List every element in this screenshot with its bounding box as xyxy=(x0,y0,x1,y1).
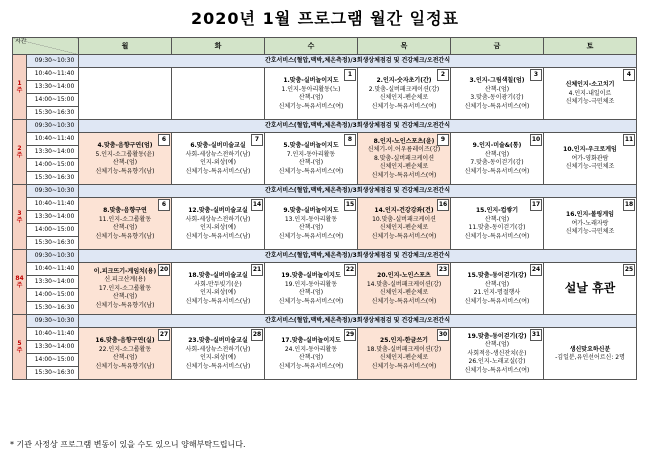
program-cell xyxy=(544,263,637,315)
program-cell xyxy=(265,198,358,250)
program-line: 4.인지-내일이르 xyxy=(568,89,612,97)
program-line: 신체기능-특유서비스(여) xyxy=(278,297,344,305)
footnote: * 기관 사정상 프로그램 변동이 있을 수도 있으니 양해부탁드립니다. xyxy=(10,440,246,449)
program-line: 신체기능-특유서비스(여) xyxy=(278,362,344,370)
program-line: 사회-세상뉴스전하기(남) xyxy=(185,215,251,223)
date-number: 16 xyxy=(437,199,449,211)
program-line: 인지-외상(예) xyxy=(200,159,236,166)
program-cell xyxy=(172,328,265,380)
time-slot: 14:00~15:00 xyxy=(27,224,79,237)
program-cell xyxy=(358,328,451,380)
date-number: 22 xyxy=(344,264,356,276)
program-line: 여가-영화관람 xyxy=(571,154,609,162)
program-line: 사회적응-생신잔치(운) xyxy=(467,349,527,357)
program-line: 신체기능-특유서비스(여) xyxy=(464,366,530,374)
date-number: 8 xyxy=(344,134,356,146)
date-number: 20 xyxy=(158,264,170,276)
date-number: 6 xyxy=(158,199,170,211)
program-line: 신체인지-소고치기 xyxy=(565,81,615,89)
program-line: 산책-(엄) xyxy=(484,150,510,158)
program-cell xyxy=(265,263,358,315)
date-number: 17 xyxy=(530,199,542,211)
program-cell xyxy=(451,198,544,250)
program-line: 산책-(엄) xyxy=(298,159,324,166)
program-line: 설날 휴관 xyxy=(564,281,616,295)
time-slot: 10:40~11:40 xyxy=(27,133,79,146)
date-number: 15 xyxy=(344,199,356,211)
morning-service-band: 간호서비스(혈압,맥박,체온측정)/3회생상체점검 및 건강체크/오전간식 xyxy=(79,120,637,133)
program-line: 9.맞춤-실버놀이지도 xyxy=(283,207,339,214)
program-line: 생신맞요하신분 xyxy=(569,345,611,353)
date-number: 4 xyxy=(623,69,635,81)
date-number: 21 xyxy=(251,264,263,276)
time-slot: 15:30~16:30 xyxy=(27,172,79,185)
program-cell xyxy=(451,133,544,185)
program-line: 산책-(엄) xyxy=(112,224,138,231)
program-cell xyxy=(265,133,358,185)
date-number: 27 xyxy=(158,329,170,341)
program-line: 20.인지-노인스포츠 xyxy=(377,272,431,279)
program-line: 여가-노래자랑 xyxy=(571,219,609,227)
program-line: 신체기능-특유서비스(여) xyxy=(371,102,437,110)
week-label: 1 주 xyxy=(13,55,27,120)
schedule-table xyxy=(12,37,637,380)
date-number: 10 xyxy=(530,134,542,146)
time-slot: 09:30~10:30 xyxy=(27,55,79,68)
time-slot: 10:40~11:40 xyxy=(27,198,79,211)
program-line: 인지-외상(예) xyxy=(200,289,236,296)
morning-service-band: 간호서비스(혈압,맥박,체온측정)/3회생상체점검 및 건강체크/오전간식 xyxy=(79,185,637,198)
time-slot: 09:30~10:30 xyxy=(27,250,79,263)
program-cell xyxy=(544,328,637,380)
program-line: 사회-세상뉴스전하기(남) xyxy=(185,150,251,158)
program-cell xyxy=(265,68,358,120)
program-line: 1.인지-동아리활동(노) xyxy=(281,85,341,93)
program-line: 신체기능-극민체조 xyxy=(565,228,615,236)
program-line: 신체인지-펜순체로 xyxy=(379,289,429,296)
date-number: 3 xyxy=(530,69,542,81)
time-slot: 10:40~11:40 xyxy=(27,263,79,276)
date-number: 9 xyxy=(437,134,449,146)
program-line: 19.인지-동아리활동 xyxy=(284,280,338,288)
program-line: 신체기능-특유서비스(여) xyxy=(278,232,344,240)
program-line: 6.맞춤-실버미술교실 xyxy=(190,142,246,149)
program-line: 사회-만두빚기(운) xyxy=(194,280,242,288)
date-number: 2 xyxy=(437,69,449,81)
program-line: 이.피크뜨기-게임치(용) xyxy=(93,267,157,275)
program-cell xyxy=(79,133,172,185)
time-slot: 09:30~10:30 xyxy=(27,120,79,133)
program-line: 산책-(엄) xyxy=(298,224,324,231)
program-line: 3.인지-그림색칠(엄) xyxy=(469,77,525,84)
date-number: 7 xyxy=(251,134,263,146)
time-slot: 13:30~14:00 xyxy=(27,81,79,94)
program-line: 신체기능-특유향기(남) xyxy=(95,301,155,309)
program-line: 21.인지-명절행사 xyxy=(473,289,521,296)
program-line: 2.인지-숫자초기(간) xyxy=(376,77,432,84)
date-number: 25 xyxy=(623,264,635,276)
program-line: 17.인지-소그룹활동 xyxy=(98,284,152,292)
program-line: 8.인지-노인스포츠(윤) xyxy=(373,137,435,145)
page-title: 2020년 1월 프로그램 월간 일정표 xyxy=(191,9,459,28)
program-line: 14.맞춤-실버패크케이션(강) xyxy=(366,280,442,288)
time-slot: 14:00~15:00 xyxy=(27,94,79,107)
program-line: 24.인지-동아리활동 xyxy=(284,345,338,353)
program-line: 산책-(엄) xyxy=(112,354,138,361)
time-slot: 13:30~14:00 xyxy=(27,341,79,354)
program-line: 신체기능-특유서비스(남) xyxy=(185,232,251,240)
time-slot: 14:00~15:00 xyxy=(27,159,79,172)
program-line: 신.피크산계(용) xyxy=(104,276,146,284)
time-slot: 13:30~14:00 xyxy=(27,146,79,159)
program-line: 신체기능-특유서비스(여) xyxy=(464,297,530,305)
program-cell xyxy=(544,133,637,185)
week-label: 5 주 xyxy=(13,315,27,380)
program-cell xyxy=(358,263,451,315)
program-line: 15.인지-컵쌓기 xyxy=(475,207,519,214)
program-line: 신체기능-특유서비스(여) xyxy=(371,171,437,179)
program-line: 16.인지-볼링게임 xyxy=(566,211,614,219)
program-line: 신체기능-특유서비스(여) xyxy=(464,167,530,175)
program-line: 8.맞춤-음향구연 xyxy=(103,207,147,214)
date-number: 18 xyxy=(623,199,635,211)
morning-service-band: 간호서비스(혈압,맥박,체온측정)/3회생상체점검 및 건강체크/오전간식 xyxy=(79,55,637,68)
program-line: 신체기능-특유서비스(남) xyxy=(185,297,251,305)
program-cell xyxy=(451,68,544,120)
time-slot: 13:30~14:00 xyxy=(27,211,79,224)
program-line: 산책-(엄) xyxy=(298,94,324,101)
program-line: 신체기능-특유서비스(남) xyxy=(185,167,251,175)
time-slot: 13:30~14:00 xyxy=(27,276,79,289)
program-line: 신체기능-특유서비스(여) xyxy=(464,232,530,240)
program-line: 신체기능-특유향기(남) xyxy=(95,167,155,175)
program-line: 신체기능-극민체조 xyxy=(565,163,615,171)
program-line: 26.인지-노래교실(강) xyxy=(468,358,526,366)
program-line: 사회-세상뉴스전하기(남) xyxy=(185,345,251,353)
program-line: 11.인지-소그룹활동 xyxy=(98,215,152,223)
time-slot: 14:00~15:00 xyxy=(27,289,79,302)
program-line: 산책-(엄) xyxy=(484,85,510,93)
week-label: 84 주 xyxy=(13,250,27,315)
program-line: 19.맞춤-동이걷기(강) xyxy=(467,332,527,340)
date-number: 28 xyxy=(251,329,263,341)
day-header: 수 xyxy=(265,38,358,55)
program-line: 1.맞춤-실버놀이지도 xyxy=(283,77,339,84)
program-line: 신체기능-특유서비스(남) xyxy=(185,362,251,370)
program-line: 15.맞춤-동이걷기(강) xyxy=(467,272,527,279)
program-cell xyxy=(451,263,544,315)
program-line: 인지-외상(예) xyxy=(200,354,236,361)
program-cell xyxy=(358,133,451,185)
time-header-label: 시간 xyxy=(15,38,27,45)
day-header: 토 xyxy=(544,38,637,55)
time-slot: 14:00~15:00 xyxy=(27,354,79,367)
program-line: 산책-(엄) xyxy=(298,354,324,361)
program-line: 신체인지-펜순체로 xyxy=(379,224,429,231)
program-line: 2.맞춤-실버패크케이션(강) xyxy=(368,85,440,93)
morning-service-band: 간호서비스(혈압,맥박,체온측정)/3회생상체점검 및 건강체크/오전간식 xyxy=(79,250,637,263)
day-header: 목 xyxy=(358,38,451,55)
program-line: 산책-(엄) xyxy=(112,159,138,166)
day-header: 월 xyxy=(79,38,172,55)
time-header xyxy=(13,38,79,55)
program-cell xyxy=(79,263,172,315)
date-number: 30 xyxy=(437,329,449,341)
program-cell xyxy=(79,68,172,120)
program-cell xyxy=(265,328,358,380)
program-line: 산책-(엄) xyxy=(484,341,510,349)
program-line: 7.인지-동아리활동 xyxy=(286,150,336,158)
time-slot: 10:40~11:40 xyxy=(27,328,79,341)
program-line: 10.맞춤-실버패크케이션 xyxy=(372,215,436,223)
date-number: 23 xyxy=(437,264,449,276)
program-line: 신체기능-특유서비스(여) xyxy=(371,297,437,305)
program-line: 10.인지-우크로게임 xyxy=(563,146,617,154)
day-header: 화 xyxy=(172,38,265,55)
date-number: 6 xyxy=(158,134,170,146)
time-slot: 09:30~10:30 xyxy=(27,315,79,328)
program-line: 3.맞춤-동이광기(강) xyxy=(470,94,524,101)
program-line: 14.인지-건강강좌(건) xyxy=(374,207,434,214)
time-slot: 15:30~16:30 xyxy=(27,237,79,250)
program-line: 신체기능-특유서비스(여) xyxy=(278,102,344,110)
program-line: 22.인지-소그룹활동 xyxy=(98,345,152,353)
time-slot: 15:30~16:30 xyxy=(27,302,79,315)
program-line: 11.맞춤-동이걷기(강) xyxy=(468,224,526,231)
program-cell xyxy=(451,328,544,380)
program-line: 8.맞춤-실버패크케이션 xyxy=(373,154,435,162)
day-header: 금 xyxy=(451,38,544,55)
program-line: 산책-(엄) xyxy=(298,289,324,296)
time-slot: 09:30~10:30 xyxy=(27,185,79,198)
program-line: 5.인지-소그룹활동(윤) xyxy=(95,150,155,158)
program-line: 7.맞춤-동이걷기(강) xyxy=(470,159,524,166)
program-cell xyxy=(79,198,172,250)
date-number: 14 xyxy=(251,199,263,211)
morning-service-band: 간호서비스(혈압,맥박,체온측정)/3회생상체점검 및 건강체크/오전간식 xyxy=(79,315,637,328)
program-line: 산책-(엄) xyxy=(484,215,510,223)
program-cell xyxy=(544,68,637,120)
program-cell xyxy=(172,133,265,185)
program-line: 17.맞춤-실버놀이지도 xyxy=(281,337,341,344)
program-line: 16.맞춤-음향구연(실) xyxy=(95,337,155,344)
program-line: 5.맞춤-실버놀이지도 xyxy=(283,142,339,149)
date-number: 24 xyxy=(530,264,542,276)
program-cell xyxy=(544,198,637,250)
program-line: 9.인지-미술&(통) xyxy=(472,142,522,149)
program-line: 신체기능-특유서비스(여) xyxy=(278,167,344,175)
time-slot: 15:30~16:30 xyxy=(27,367,79,380)
program-line: 신체기능-특유서비스(여) xyxy=(371,232,437,240)
program-line: 18.맞춤-실버미술교실 xyxy=(188,272,248,279)
time-slot: 15:30~16:30 xyxy=(27,107,79,120)
program-line: 4.맞춤-음향구연(엄) xyxy=(97,142,153,149)
date-number: 11 xyxy=(623,134,635,146)
program-cell xyxy=(358,68,451,120)
program-line: 신체기능-특유서비스(여) xyxy=(464,102,530,110)
program-line: 신체기능-특유향기(남) xyxy=(95,232,155,240)
program-cell xyxy=(79,328,172,380)
program-line: 신체기능-특유향기(남) xyxy=(95,362,155,370)
program-line: 산책-(엄) xyxy=(112,293,138,301)
date-number: 1 xyxy=(344,69,356,81)
program-cell xyxy=(358,198,451,250)
program-line: 23.맞춤-실버미술교실 xyxy=(188,337,248,344)
time-slot: 10:40~11:40 xyxy=(27,68,79,81)
program-line: 19.맞춤-실버놀이지도 xyxy=(281,272,341,279)
program-line: 25.인지-한글쓰기 xyxy=(380,337,428,344)
week-label: 3 주 xyxy=(13,185,27,250)
program-line: 신체기능-특유서비스(여) xyxy=(371,362,437,370)
program-line: 18.맞춤-실버패크케이션(강) xyxy=(366,345,442,353)
program-line: 산책-(엄) xyxy=(484,280,510,288)
program-cell xyxy=(172,263,265,315)
program-line: 신체인지-펜순체로 xyxy=(379,94,429,101)
program-line: -김일분,유인선어르신: 2명 xyxy=(555,354,625,361)
program-line: 13.인지-동아리활동 xyxy=(284,215,338,223)
program-line: 12.맞춤-실버미술교실 xyxy=(188,207,248,214)
program-line: 신체기-이.어우름레이즈(강) xyxy=(367,146,441,154)
program-line: 인지-외상(예) xyxy=(200,224,236,231)
program-cell xyxy=(172,68,265,120)
week-label: 2 주 xyxy=(13,120,27,185)
program-line: 신체인지-펜순체로 xyxy=(379,354,429,361)
program-line: 신체기능-극민체조 xyxy=(565,98,615,106)
program-cell xyxy=(172,198,265,250)
program-line: 신체인지-펜순체로 xyxy=(379,163,429,171)
date-number: 31 xyxy=(530,329,542,341)
date-number: 29 xyxy=(344,329,356,341)
